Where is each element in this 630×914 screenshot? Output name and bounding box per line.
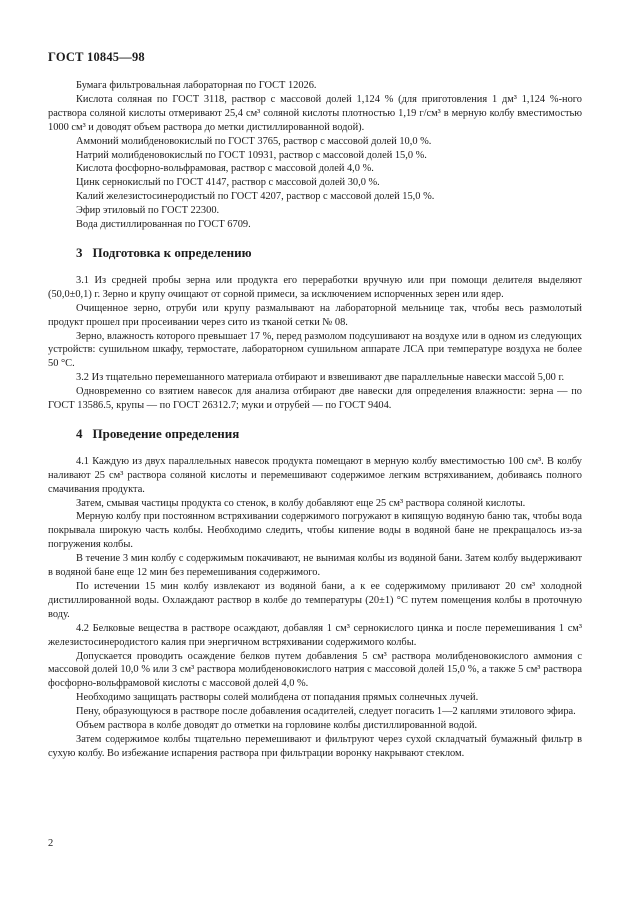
section-3-heading <box>76 246 582 260</box>
section-3-body <box>48 274 582 413</box>
material-item: Калий железистосинеродистый по ГОСТ 4207, раствор с массовой долей 15,0 %. <box>76 191 435 203</box>
document-header: ГОСТ 10845—98 <box>48 50 145 64</box>
material-item: Кислота соляная по ГОСТ 3118, раствор с массовой долей 1,124 % (для приготовления 1 дм³ 1,124 %-ного раствора соляной кислоты отмеривают 25,4 см³ соляной кислоты плотностью 1,19 г/см³ в мерную колбу вместимостью 1000 см³ и доводят объем раствора до метки дистиллированной водой). <box>48 93 582 133</box>
materials-list <box>48 79 582 232</box>
material-item: Натрий молибденовокислый по ГОСТ 10931, раствор с массовой долей 15,0 %. <box>76 149 427 161</box>
section-title: Проведение определения <box>92 425 240 441</box>
material-item: Эфир этиловый по ГОСТ 22300. <box>76 205 220 217</box>
section-4-heading <box>76 427 582 441</box>
document-body <box>48 79 582 761</box>
section-number: 4 <box>76 425 83 441</box>
paragraph: 4.1 Каждую из двух параллельных навесок продукта помещают в мерную колбу вместимостью 100 см³. В колбу наливают 25 см³ раствора соляной кислоты и перемешивают содержимое легким встряхиванием, добиваясь полного смачивания продукта. <box>48 455 582 495</box>
paragraph: 3.2 Из тщательно перемешанного материала отбирают и взвешивают две параллельные навески массой 5,00 г. <box>76 372 565 384</box>
paragraph: Объем раствора в колбе доводят до отметки на горловине колбы дистиллированной водой. <box>76 720 478 732</box>
paragraph: Пену, образующуюся в растворе после добавления осадителей, следует погасить 1—2 каплями этилового эфира. <box>76 706 576 718</box>
paragraph: Одновременно со взятием навесок для анализа отбирают две навески для определения влажности: зерна — по ГОСТ 13586.5, крупы — по ГОСТ 26312.7; муки и отрубей — по ГОСТ 9404. <box>48 386 582 412</box>
material-item: Аммоний молибденовокислый по ГОСТ 3765, раствор с массовой долей 10,0 %. <box>76 135 432 147</box>
paragraph: В течение 3 мин колбу с содержимым покачивают, не вынимая колбы из водяной бани. Затем колбу выдерживают в водяной бане еще 12 мин без перемешивания содержимого. <box>48 553 582 579</box>
section-number: 3 <box>76 244 83 260</box>
material-item: Бумага фильтровальная лабораторная по ГОСТ 12026. <box>76 80 317 91</box>
paragraph: Затем, смывая частицы продукта со стенок, в колбу добавляют еще 25 см³ раствора соляной кислоты. <box>76 497 526 509</box>
page-number: 2 <box>48 838 54 849</box>
material-item: Цинк сернокислый по ГОСТ 4147, раствор с массовой долей 30,0 %. <box>76 177 380 189</box>
paragraph: 3.1 Из средней пробы зерна или продукта его переработки вручную или при помощи делителя выделяют (50,0±0,1) г. Зерно и крупу очищают от сорной примеси, за исключением испорченных зерен или ядер. <box>48 274 582 300</box>
paragraph: Допускается проводить осаждение белков путем добавления 5 см³ раствора молибденовокислого аммония с массовой долей 10,0 % или 3 см³ раствора молибденовокислого натрия с массовой долей 15,0 %, а также 5 см³ раствора фосфорно-вольфрамовой кислоты с массовой долей 4,0 %. <box>48 650 582 690</box>
material-item: Вода дистиллированная по ГОСТ 6709. <box>76 219 251 231</box>
paragraph: Необходимо защищать растворы солей молибдена от попадания прямых солнечных лучей. <box>76 692 479 704</box>
section-4-body <box>48 455 582 761</box>
material-item: Кислота фосфорно-вольфрамовая, раствор с массовой долей 4,0 %. <box>76 163 374 175</box>
paragraph: Очищенное зерно, отруби или крупу размалывают на лабораторной мельнице так, чтобы весь размолотый продукт прошел при просеивании через сито из тканой сетки № 08. <box>48 302 582 328</box>
paragraph: Затем содержимое колбы тщательно перемешивают и фильтруют через сухой складчатый бумажный фильтр в сухую колбу. Во избежание испарения раствора при фильтрации воронку накрывают стеклом. <box>48 733 582 759</box>
section-title: Подготовка к определению <box>92 244 252 260</box>
paragraph: По истечении 15 мин колбу извлекают из водяной бани, а к ее содержимому приливают 20 см³ холодной дистиллированной воды. Охлаждают раствор в колбе до температуры (20±1) °С путем помещения колбы в проточную воду. <box>48 581 582 620</box>
paragraph: 4.2 Белковые вещества в растворе осаждают, добавляя 1 см³ сернокислого цинка и после перемешивания 1 см³ железистосинеродистого калия при энергичном встряхивании содержимого колбы. <box>48 622 582 648</box>
paragraph: Мерную колбу при постоянном встряхивании содержимого погружают в кипящую водяную баню так, чтобы вода покрывала широкую часть колбы. Необходимо следить, чтобы кипение воды в водяной бане не прекращалось из-за погружения колбы. <box>48 511 582 551</box>
paragraph: Зерно, влажность которого превышает 17 %, перед размолом подсушивают на воздухе или в одном из следующих устройств: сушильном шкафу, термостате, лабораторном сушильном аппарате ЛСА при температуре воздуха не более 50 °С. <box>48 330 582 370</box>
